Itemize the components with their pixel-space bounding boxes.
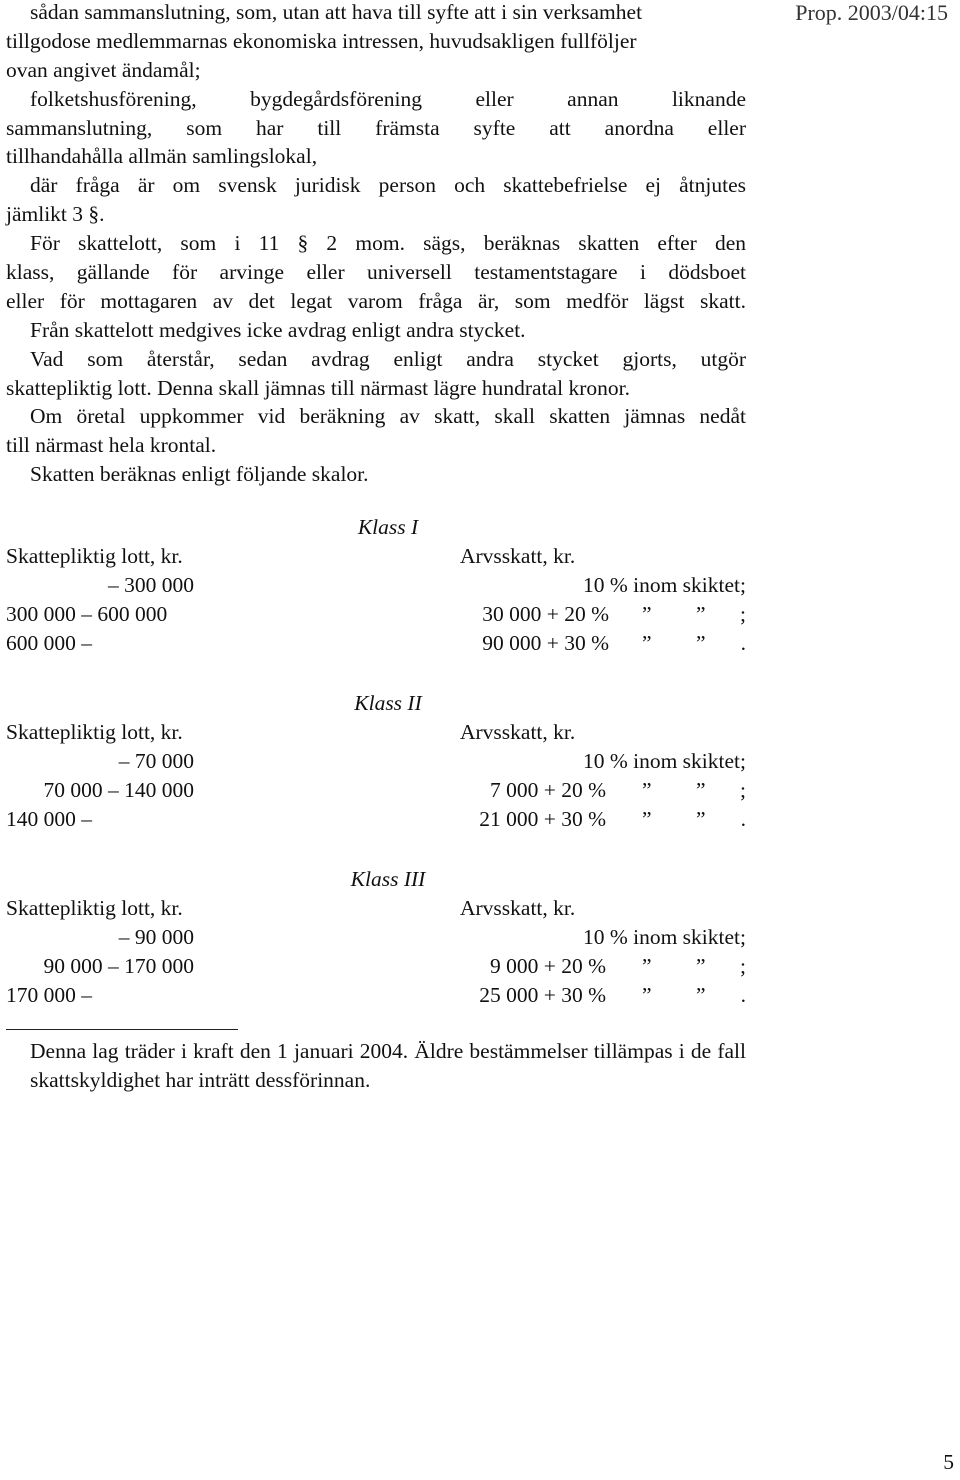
table-row bbox=[6, 600, 746, 629]
table-header-row bbox=[6, 718, 746, 747]
ditto-mark: ” bbox=[642, 807, 652, 831]
body-line: jämlikt 3 §. bbox=[6, 202, 105, 227]
lott-range: – 90 000 bbox=[118, 925, 194, 949]
body-line: Från skattelott medgives icke avdrag enligt andra stycket. bbox=[30, 317, 526, 342]
ditto-mark: ” bbox=[696, 631, 706, 655]
tax-scale-klass-3 bbox=[6, 864, 746, 1010]
body-line: klass, gällande för arvinge eller universell testamentstagare i dödsboet bbox=[6, 260, 746, 285]
ditto-mark: ” bbox=[642, 602, 652, 626]
header-lott: Skattepliktig lott, kr. bbox=[6, 896, 183, 920]
header-lott: Skattepliktig lott, kr. bbox=[6, 544, 183, 568]
row-end: ; bbox=[740, 778, 746, 802]
header-lott: Skattepliktig lott, kr. bbox=[6, 720, 183, 744]
lott-range: 300 000 – 600 000 bbox=[6, 602, 168, 626]
body-line: folketshusförening, bygdegårdsförening eller annan liknande bbox=[30, 86, 746, 111]
body-line: tillgodose medlemmarnas ekonomiska intressen, huvudsakligen fullföljer bbox=[6, 28, 637, 53]
row-end: . bbox=[740, 807, 746, 831]
effective-date-paragraph: Denna lag träder i kraft den 1 januari 2004. Äldre bestämmelser tillämpas i de fall skattskyldighet har inträtt dessförinnan. bbox=[30, 1039, 746, 1092]
ditto-mark: ” bbox=[696, 602, 706, 626]
body-line: Om öretal uppkommer vid beräkning av skatt, skall skatten jämnas nedåt bbox=[30, 404, 746, 429]
body-line: sådan sammanslutning, som, utan att hava till syfte att i sin verksamhet bbox=[30, 0, 643, 24]
table-row bbox=[6, 981, 746, 1010]
proposition-reference: Prop. 2003/04:15 bbox=[795, 0, 948, 25]
ditto-mark: ” bbox=[642, 631, 652, 655]
lott-range: 600 000 – bbox=[6, 631, 92, 655]
ditto-mark: ” bbox=[642, 954, 652, 978]
effective-date-text bbox=[6, 1037, 746, 1092]
table-row bbox=[6, 805, 746, 834]
row-end: ; bbox=[740, 602, 746, 626]
header-skatt: Arvsskatt, kr. bbox=[460, 544, 576, 568]
skatt-rate: 10 % inom skiktet; bbox=[582, 573, 746, 597]
lott-range: 70 000 – 140 000 bbox=[43, 778, 194, 802]
page-number: 5 bbox=[943, 1450, 954, 1474]
table-header-row bbox=[6, 542, 746, 571]
body-line: För skattelott, som i 11 § 2 mom. sägs, beräknas skatten efter den bbox=[30, 231, 746, 256]
body-line: tillhandahålla allmän samlingslokal, bbox=[6, 144, 318, 169]
skatt-rate: 10 % inom skiktet; bbox=[582, 925, 746, 949]
ditto-mark: ” bbox=[642, 778, 652, 802]
body-line: eller för mottagaren av det legat varom fråga är, som medför lägst skatt. bbox=[6, 288, 746, 313]
lott-range: 170 000 – bbox=[6, 983, 92, 1007]
header-skatt: Arvsskatt, kr. bbox=[460, 720, 576, 744]
body-text bbox=[6, 0, 746, 489]
table-row bbox=[6, 629, 746, 658]
body-line: Vad som återstår, sedan avdrag enligt andra stycket gjorts, utgör bbox=[30, 346, 746, 371]
ditto-mark: ” bbox=[696, 807, 706, 831]
section-divider bbox=[6, 1029, 238, 1030]
ditto-mark: ” bbox=[696, 983, 706, 1007]
klass-title: Klass III bbox=[350, 867, 426, 891]
table-row bbox=[6, 776, 746, 805]
lott-range: – 300 000 bbox=[108, 573, 194, 597]
skatt-base: 21 000 + 30 % bbox=[479, 807, 606, 831]
body-line: skattepliktig lott. Denna skall jämnas till närmast lägre hundratal kronor. bbox=[6, 375, 630, 400]
klass-title: Klass II bbox=[354, 691, 422, 715]
ditto-mark: ” bbox=[642, 983, 652, 1007]
skatt-base: 25 000 + 30 % bbox=[479, 983, 606, 1007]
body-line: Skatten beräknas enligt följande skalor. bbox=[30, 462, 369, 487]
table-row bbox=[6, 923, 746, 952]
row-end: . bbox=[740, 631, 746, 655]
body-line: till närmast hela krontal. bbox=[6, 433, 217, 458]
klass-title: Klass I bbox=[357, 515, 419, 539]
tax-scales bbox=[6, 512, 746, 1040]
header-skatt: Arvsskatt, kr. bbox=[460, 896, 576, 920]
skatt-base: 7 000 + 20 % bbox=[489, 778, 606, 802]
body-line: ovan angivet ändamål; bbox=[6, 57, 201, 82]
skatt-base: 90 000 + 30 % bbox=[482, 631, 609, 655]
table-row bbox=[6, 747, 746, 776]
row-end: ; bbox=[740, 954, 746, 978]
tax-scale-klass-2 bbox=[6, 688, 746, 834]
lott-range: 90 000 – 170 000 bbox=[43, 954, 194, 978]
body-line: där fråga är om svensk juridisk person och skattebefrielse ej åtnjutes bbox=[30, 173, 746, 198]
body-line: sammanslutning, som har till främsta syfte att anordna eller bbox=[6, 115, 746, 140]
skatt-base: 9 000 + 20 % bbox=[489, 954, 606, 978]
ditto-mark: ” bbox=[696, 954, 706, 978]
tax-scale-klass-1 bbox=[6, 512, 746, 658]
row-end: . bbox=[740, 983, 746, 1007]
table-row bbox=[6, 571, 746, 600]
ditto-mark: ” bbox=[696, 778, 706, 802]
lott-range: 140 000 – bbox=[6, 807, 92, 831]
table-header-row bbox=[6, 894, 746, 923]
lott-range: – 70 000 bbox=[118, 749, 194, 773]
skatt-rate: 10 % inom skiktet; bbox=[582, 749, 746, 773]
skatt-base: 30 000 + 20 % bbox=[482, 602, 609, 626]
table-row bbox=[6, 952, 746, 981]
